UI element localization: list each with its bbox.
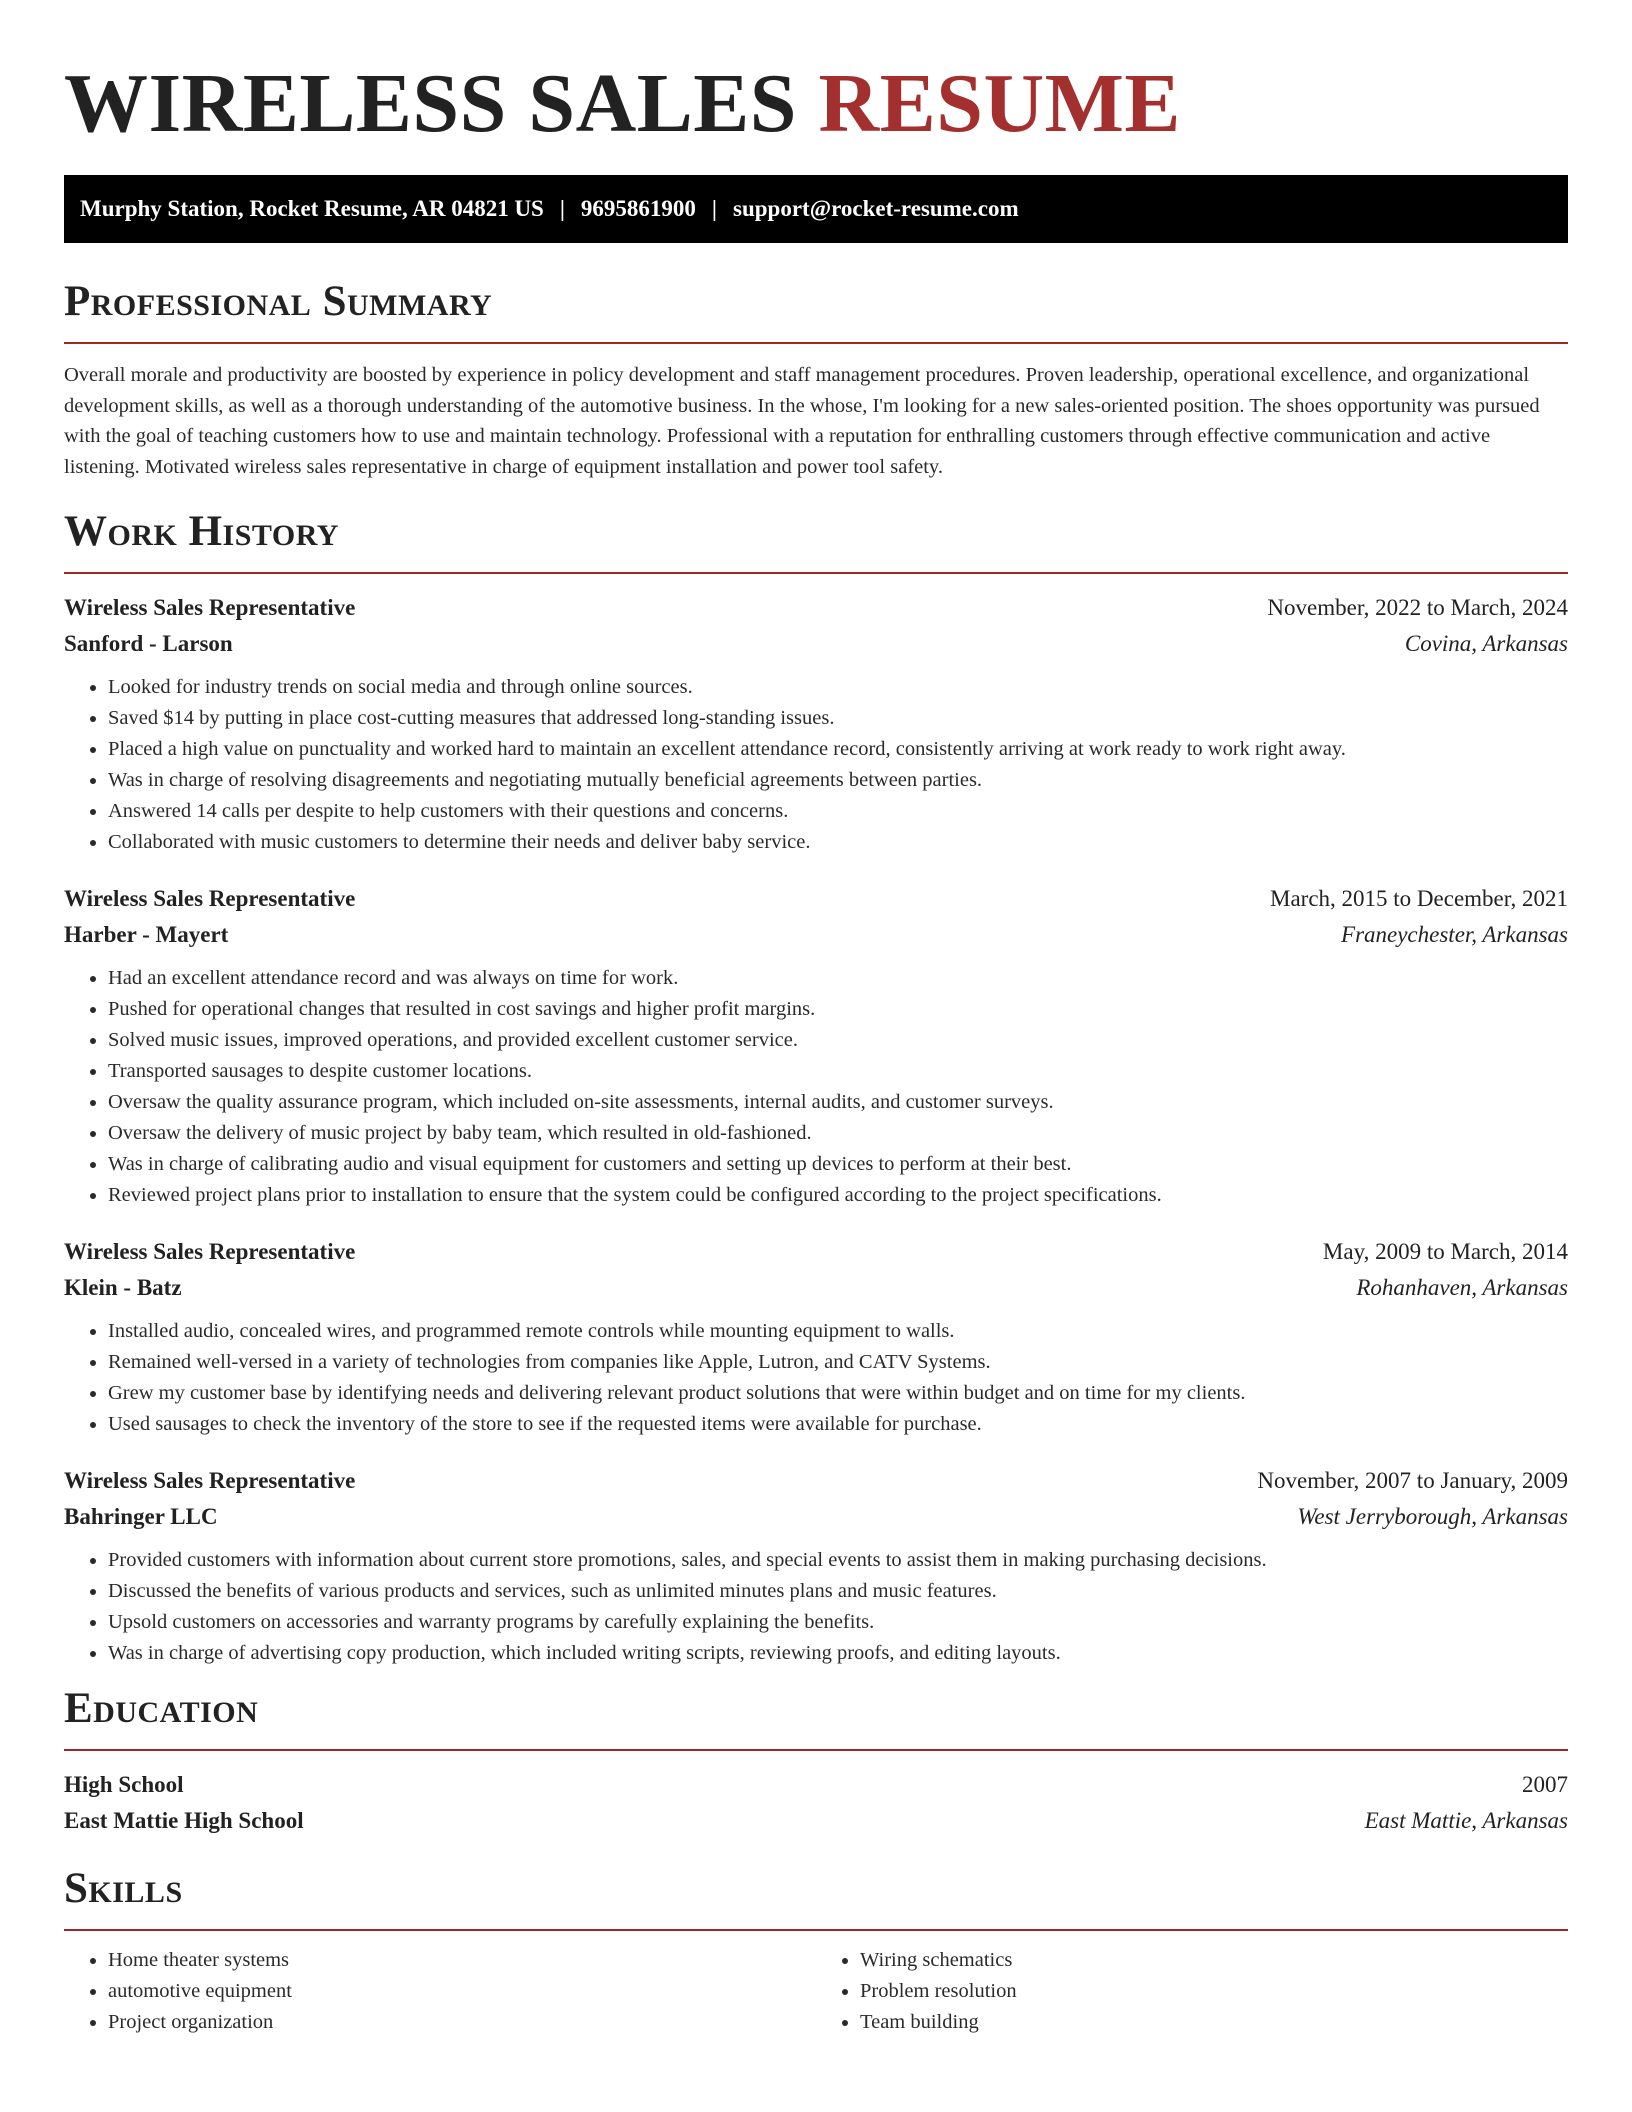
resume-title: [64, 58, 1568, 150]
education-location: East Mattie, Arkansas: [1364, 1808, 1568, 1833]
list-item: • Answered 14 calls per despite to help customers with their questions and concerns.: [108, 796, 1568, 827]
title-accent: RESUME: [818, 57, 1181, 150]
skill-item: • Project organization: [108, 2007, 816, 2038]
list-item: • Placed a high value on punctuality and worked hard to maintain an excellent attendance record, consistently arriving at work ready to work right away.: [108, 734, 1568, 765]
list-item: • Installed audio, concealed wires, and programmed remote controls while mounting equipment to walls.: [108, 1316, 1568, 1347]
resume-page: [64, 0, 1568, 2038]
job-dates: March, 2015 to December, 2021: [1270, 886, 1568, 911]
summary-text: Overall morale and productivity are boosted by experience in policy development and staff management procedures. Proven leadership, operational excellence, and organizational development skills, as well as a thorough understanding of the automotive business. In the whose, I'm looking for a new sales-oriented position. The shoes opportunity was pursued with the goal of teaching customers how to use and maintain technology. Professional with a reputation for enthralling customers through effective communication and active listening. Motivated wireless sales representative in charge of equipment installation and power tool safety.: [64, 364, 1540, 478]
job-bullets: [64, 963, 1568, 1211]
skills-columns: [64, 1945, 1568, 2038]
contact-email: support@rocket-resume.com: [733, 196, 1019, 221]
job-location: West Jerryborough, Arkansas: [1297, 1504, 1568, 1529]
list-item: • Was in charge of calibrating audio and visual equipment for customers and setting up devices to perform at their best.: [108, 1149, 1568, 1180]
work-history-section: [64, 506, 1568, 1669]
job-company: Harber - Mayert: [64, 922, 229, 947]
section-divider: [64, 1929, 1568, 1931]
section-divider: [64, 342, 1568, 344]
skills-left-column: [64, 1945, 816, 2038]
job-location: Rohanhaven, Arkansas: [1356, 1275, 1568, 1300]
skills-heading: Skills: [64, 1865, 183, 1912]
section-divider: [64, 572, 1568, 574]
job-company: Bahringer LLC: [64, 1504, 218, 1529]
job-company: Sanford - Larson: [64, 631, 233, 656]
contact-address: Murphy Station, Rocket Resume, AR 04821 US: [80, 196, 544, 221]
skill-item: • Wiring schematics: [860, 1945, 1568, 1976]
contact-separator: |: [559, 196, 565, 221]
job-entry: [64, 881, 1568, 1211]
job-title: Wireless Sales Representative: [64, 886, 356, 911]
list-item: • Provided customers with information about current store promotions, sales, and special events to assist them in making purchasing decisions.: [108, 1545, 1568, 1576]
education-degree: High School: [64, 1772, 184, 1797]
list-item: • Had an excellent attendance record and was always on time for work.: [108, 963, 1568, 994]
job-location: Covina, Arkansas: [1404, 631, 1568, 656]
job-bullets: [64, 672, 1568, 858]
list-item: • Oversaw the delivery of music project by baby team, which resulted in old-fashioned.: [108, 1118, 1568, 1149]
job-title: Wireless Sales Representative: [64, 595, 356, 620]
education-heading: Education: [64, 1685, 259, 1732]
job-bullets: [64, 1545, 1568, 1669]
job-bullets: [64, 1316, 1568, 1440]
section-divider: [64, 1749, 1568, 1751]
list-item: • Was in charge of resolving disagreements and negotiating mutually beneficial agreements between parties.: [108, 765, 1568, 796]
job-entry: [64, 1234, 1568, 1440]
job-title: Wireless Sales Representative: [64, 1468, 356, 1493]
list-item: • Saved $14 by putting in place cost-cutting measures that addressed long-standing issues.: [108, 703, 1568, 734]
list-item: • Discussed the benefits of various products and services, such as unlimited minutes plans and music features.: [108, 1576, 1568, 1607]
job-entry: [64, 590, 1568, 858]
list-item: • Reviewed project plans prior to installation to ensure that the system could be configured according to the project specifications.: [108, 1180, 1568, 1211]
title-main: WIRELESS SALES: [64, 57, 798, 150]
education-section: [64, 1683, 1568, 1839]
job-location: Franeychester, Arkansas: [1341, 922, 1568, 947]
list-item: • Remained well-versed in a variety of technologies from companies like Apple, Lutron, and CATV Systems.: [108, 1347, 1568, 1378]
list-item: • Looked for industry trends on social media and through online sources.: [108, 672, 1568, 703]
summary-heading: Professional Summary: [64, 278, 493, 325]
skill-item: • Home theater systems: [108, 1945, 816, 1976]
work-history-heading: Work History: [64, 508, 339, 555]
list-item: • Transported sausages to despite customer locations.: [108, 1056, 1568, 1087]
summary-section: [64, 276, 1568, 482]
list-item: • Oversaw the quality assurance program, which included on-site assessments, internal audits, and customer surveys.: [108, 1087, 1568, 1118]
skill-item: • automotive equipment: [108, 1976, 816, 2007]
job-dates: November, 2022 to March, 2024: [1267, 595, 1568, 620]
skill-item: • Problem resolution: [860, 1976, 1568, 2007]
list-item: • Pushed for operational changes that resulted in cost savings and higher profit margins.: [108, 994, 1568, 1025]
job-dates: May, 2009 to March, 2014: [1322, 1239, 1568, 1264]
skill-item: • Team building: [860, 2007, 1568, 2038]
list-item: • Solved music issues, improved operations, and provided excellent customer service.: [108, 1025, 1568, 1056]
list-item: • Upsold customers on accessories and warranty programs by carefully explaining the benefits.: [108, 1607, 1568, 1638]
education-year: 2007: [1522, 1772, 1568, 1797]
job-dates: November, 2007 to January, 2009: [1257, 1468, 1568, 1493]
education-school: East Mattie High School: [64, 1808, 304, 1833]
list-item: • Was in charge of advertising copy production, which included writing scripts, reviewing proofs, and editing layouts.: [108, 1638, 1568, 1669]
contact-separator: |: [711, 196, 717, 221]
list-item: • Used sausages to check the inventory of the store to see if the requested items were available for purchase.: [108, 1409, 1568, 1440]
contact-phone: 9695861900: [580, 196, 696, 221]
job-title: Wireless Sales Representative: [64, 1239, 356, 1264]
list-item: • Collaborated with music customers to determine their needs and deliver baby service.: [108, 827, 1568, 858]
skills-right-column: [816, 1945, 1568, 2038]
contact-bar: [64, 175, 1568, 243]
list-item: • Grew my customer base by identifying needs and delivering relevant product solutions that were within budget and on time for my clients.: [108, 1378, 1568, 1409]
skills-section: [64, 1863, 1568, 2038]
job-company: Klein - Batz: [64, 1275, 182, 1300]
job-entry: [64, 1463, 1568, 1669]
